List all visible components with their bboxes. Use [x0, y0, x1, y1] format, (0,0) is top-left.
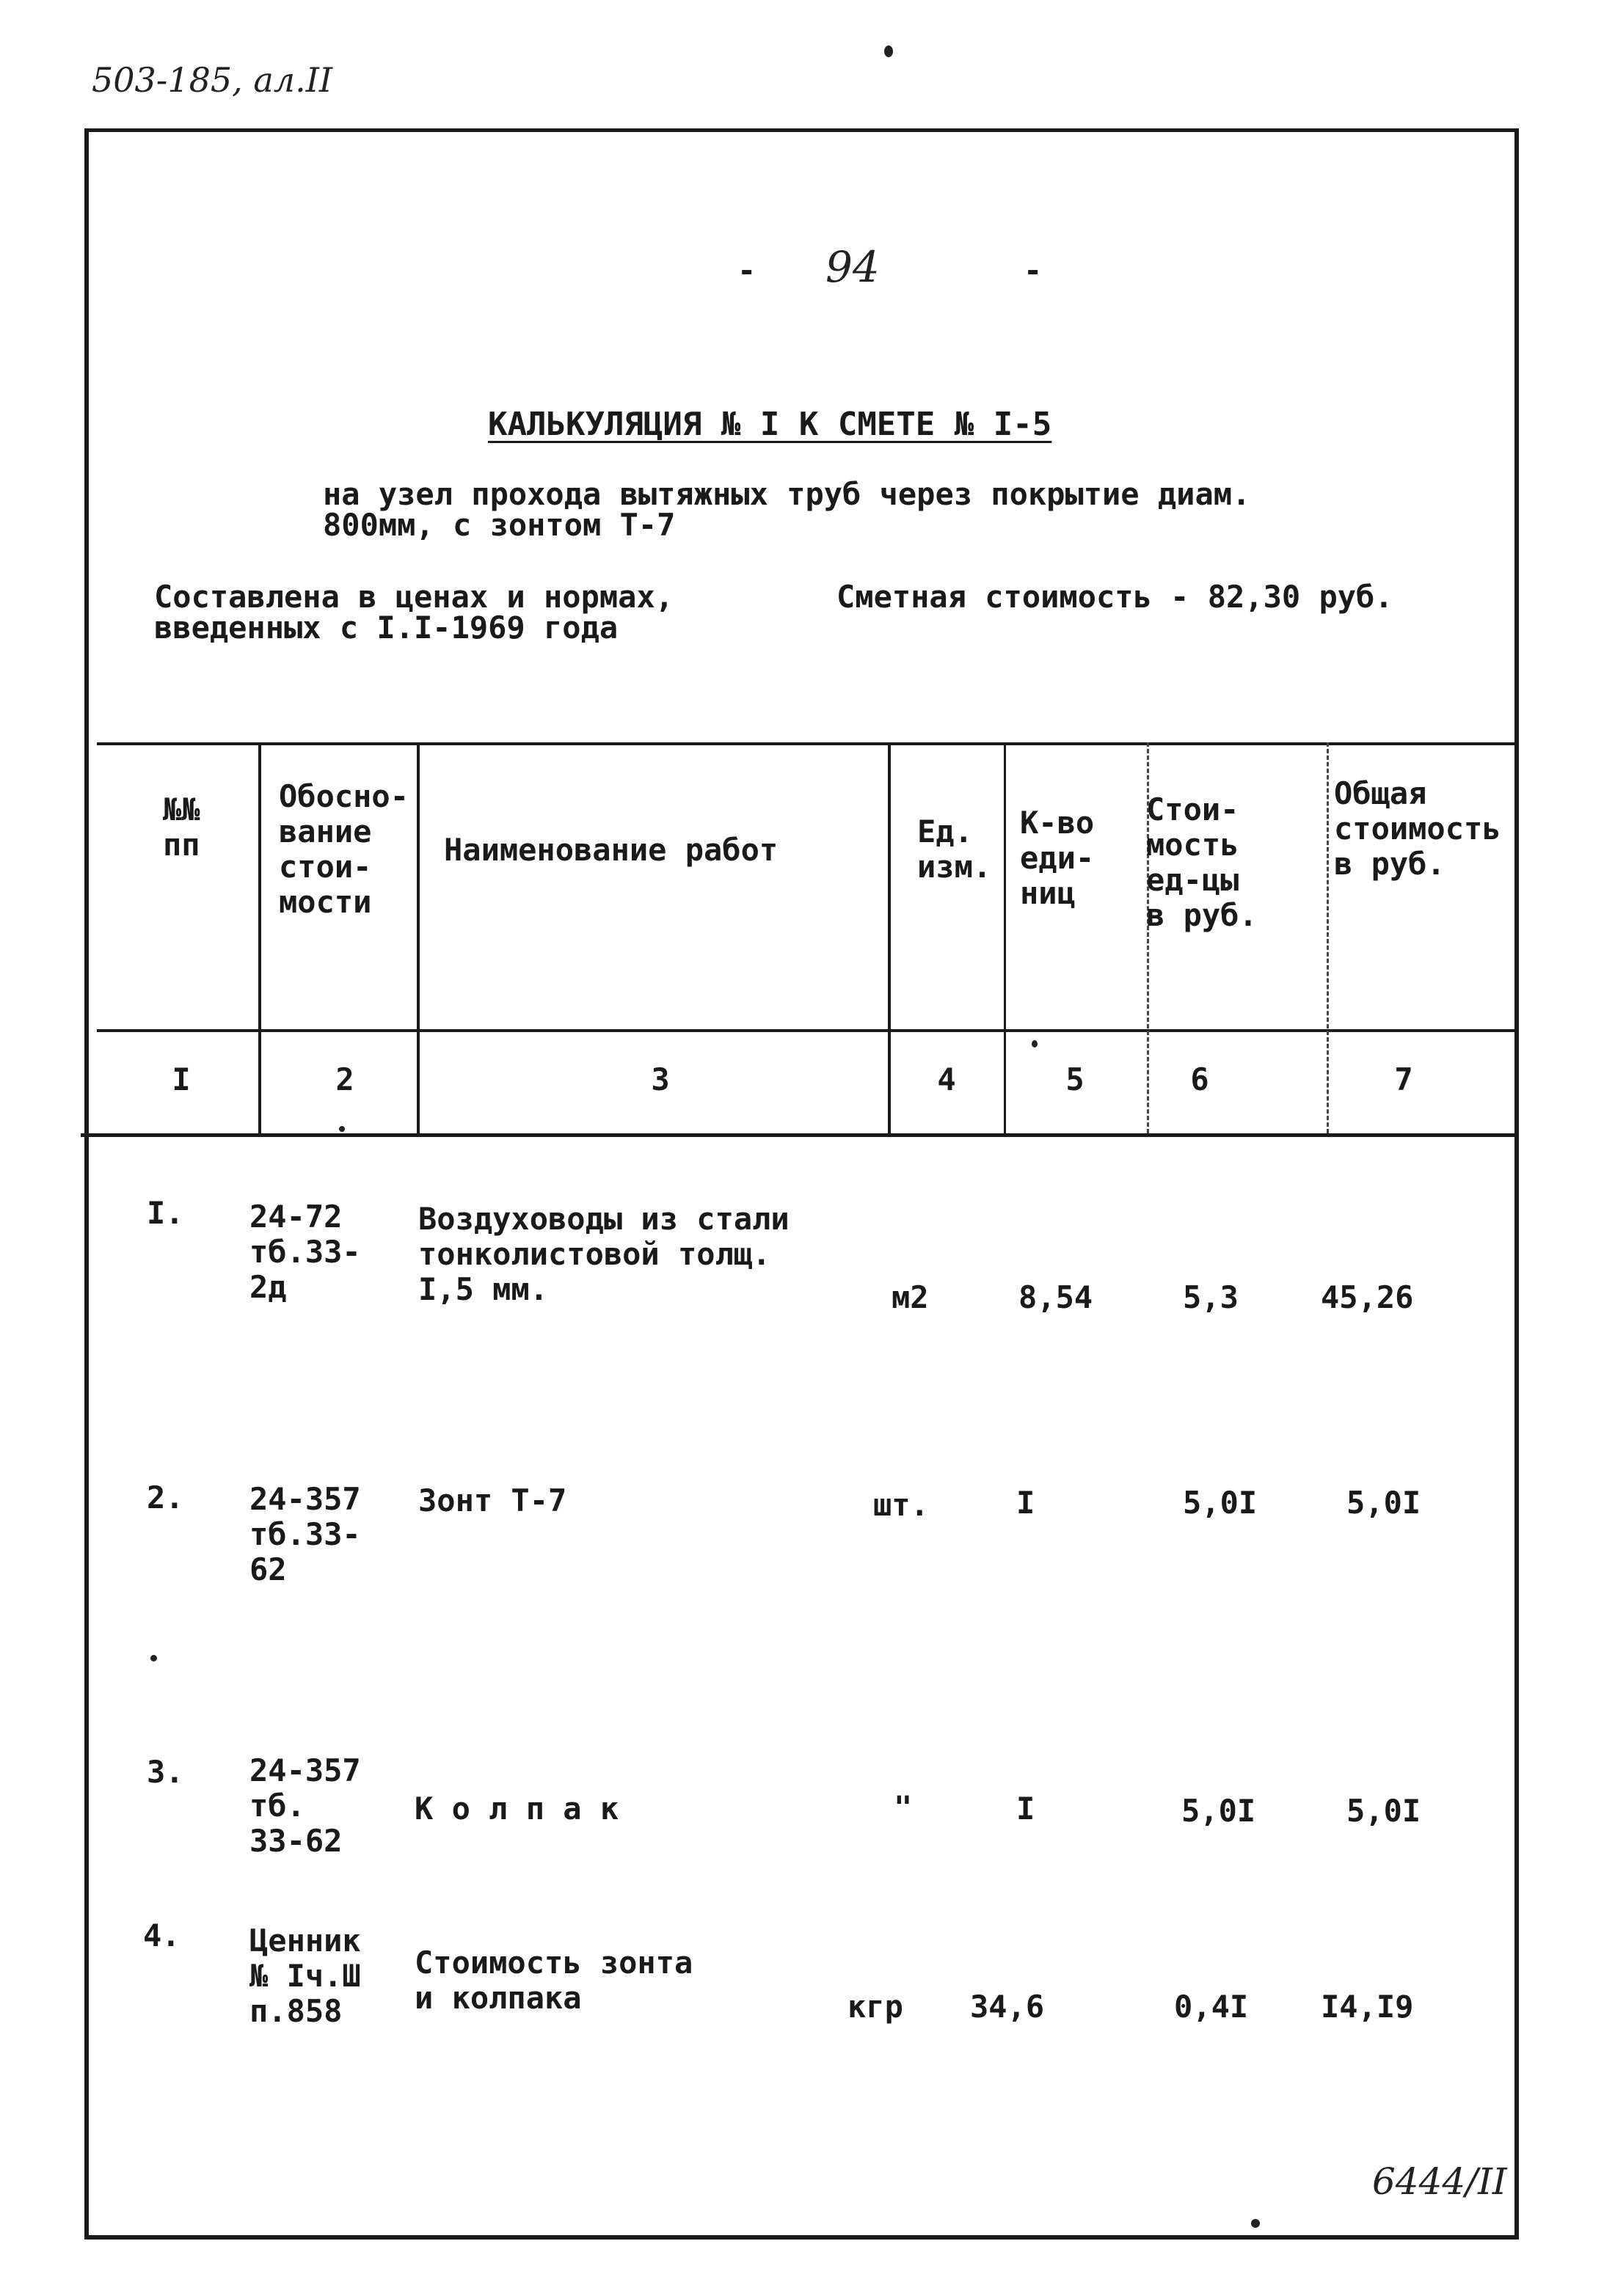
column-number-bottom-rule [81, 1133, 1519, 1137]
row-name: Зонт Т-7 [418, 1482, 567, 1518]
header-bottom-rule [97, 1029, 1517, 1032]
row-unit-price: 5,0I [1181, 1793, 1256, 1829]
row-unit: м2 [892, 1279, 929, 1315]
compiled-note-line-2: введенных с I.I-1969 года [154, 610, 619, 646]
col-divider-1 [258, 742, 261, 1136]
row-num: I. [147, 1195, 184, 1231]
row-total: 5,0I [1346, 1485, 1421, 1521]
table-top-rule [97, 742, 1517, 745]
subtitle-line-1: на узел прохода вытяжных труб через покрытие диам. [323, 476, 1251, 512]
column-number: 5 [1065, 1061, 1084, 1097]
row-unit: шт. [873, 1487, 929, 1523]
header-unit: Ед. изм. [917, 814, 992, 885]
row-code: 24-72 тб.33- 2д [249, 1199, 361, 1305]
row-unit-price: 0,4I [1174, 1989, 1249, 2025]
compiled-note-line-1: Составлена в ценах и нормах, [154, 579, 674, 615]
scan-speck [884, 45, 893, 57]
row-qty: I [1016, 1485, 1035, 1521]
row-total: 5,0I [1346, 1793, 1421, 1829]
row-code: 24-357 тб.33- 62 [249, 1481, 361, 1587]
scan-speck [1032, 1040, 1038, 1048]
row-unit: кгр [847, 1989, 903, 2025]
row-qty: 34,6 [970, 1989, 1045, 2025]
row-name: К о л п а к [415, 1791, 619, 1827]
column-number: I [172, 1061, 191, 1097]
column-number: 4 [937, 1061, 956, 1097]
subtitle-line-2: 800мм, с зонтом Т-7 [323, 507, 676, 543]
header-name: Наименование работ [444, 832, 779, 868]
header-num: №№ пп [163, 791, 200, 863]
col-divider-2 [417, 742, 420, 1136]
row-num: 4. [143, 1917, 181, 1953]
column-number: 2 [335, 1061, 354, 1097]
row-total: I4,I9 [1321, 1989, 1414, 2025]
page-number: 94 [825, 242, 880, 292]
col-divider-6 [1327, 742, 1329, 1133]
header-total: Общая стоимость в руб. [1334, 775, 1501, 882]
row-num: 3. [147, 1754, 184, 1790]
row-unit: " [894, 1789, 913, 1825]
estimated-cost: Сметная стоимость - 82,30 руб. [836, 579, 1393, 615]
col-divider-3 [888, 742, 891, 1136]
header-code: Обосно- вание стои- мости [279, 778, 409, 920]
column-number: 6 [1190, 1061, 1209, 1097]
scan-speck [1251, 2219, 1260, 2228]
column-number: 3 [651, 1061, 670, 1097]
col-divider-4 [1004, 742, 1006, 1136]
header-unit-price: Стои- мость ед-цы в руб. [1146, 791, 1258, 933]
footer-number: 6444/II [1372, 2160, 1507, 2203]
row-qty: I [1016, 1791, 1035, 1827]
row-name: Воздуховоды из стали тонколистовой толщ. I,5 мм. [418, 1201, 790, 1307]
page-dash-right: - [1024, 252, 1043, 288]
row-name: Стоимость зонта и колпака [415, 1945, 693, 2016]
header-qty: К-во еди- ниц [1020, 805, 1095, 911]
archive-number: 503-185, ал.II [92, 60, 333, 100]
scan-speck [339, 1126, 345, 1132]
column-number: 7 [1394, 1061, 1413, 1097]
row-unit-price: 5,0I [1183, 1485, 1258, 1521]
document-title: КАЛЬКУЛЯЦИЯ № I К СМЕТЕ № I-5 [488, 406, 1052, 443]
scan-speck [150, 1655, 157, 1661]
row-total: 45,26 [1321, 1279, 1414, 1315]
row-code: 24-357 тб. 33-62 [249, 1752, 361, 1859]
page-dash-left: - [737, 252, 757, 288]
row-num: 2. [147, 1480, 184, 1516]
row-unit-price: 5,3 [1183, 1279, 1239, 1315]
row-qty: 8,54 [1018, 1279, 1093, 1315]
row-code: Ценник № Iч.Ш п.858 [249, 1923, 361, 2029]
